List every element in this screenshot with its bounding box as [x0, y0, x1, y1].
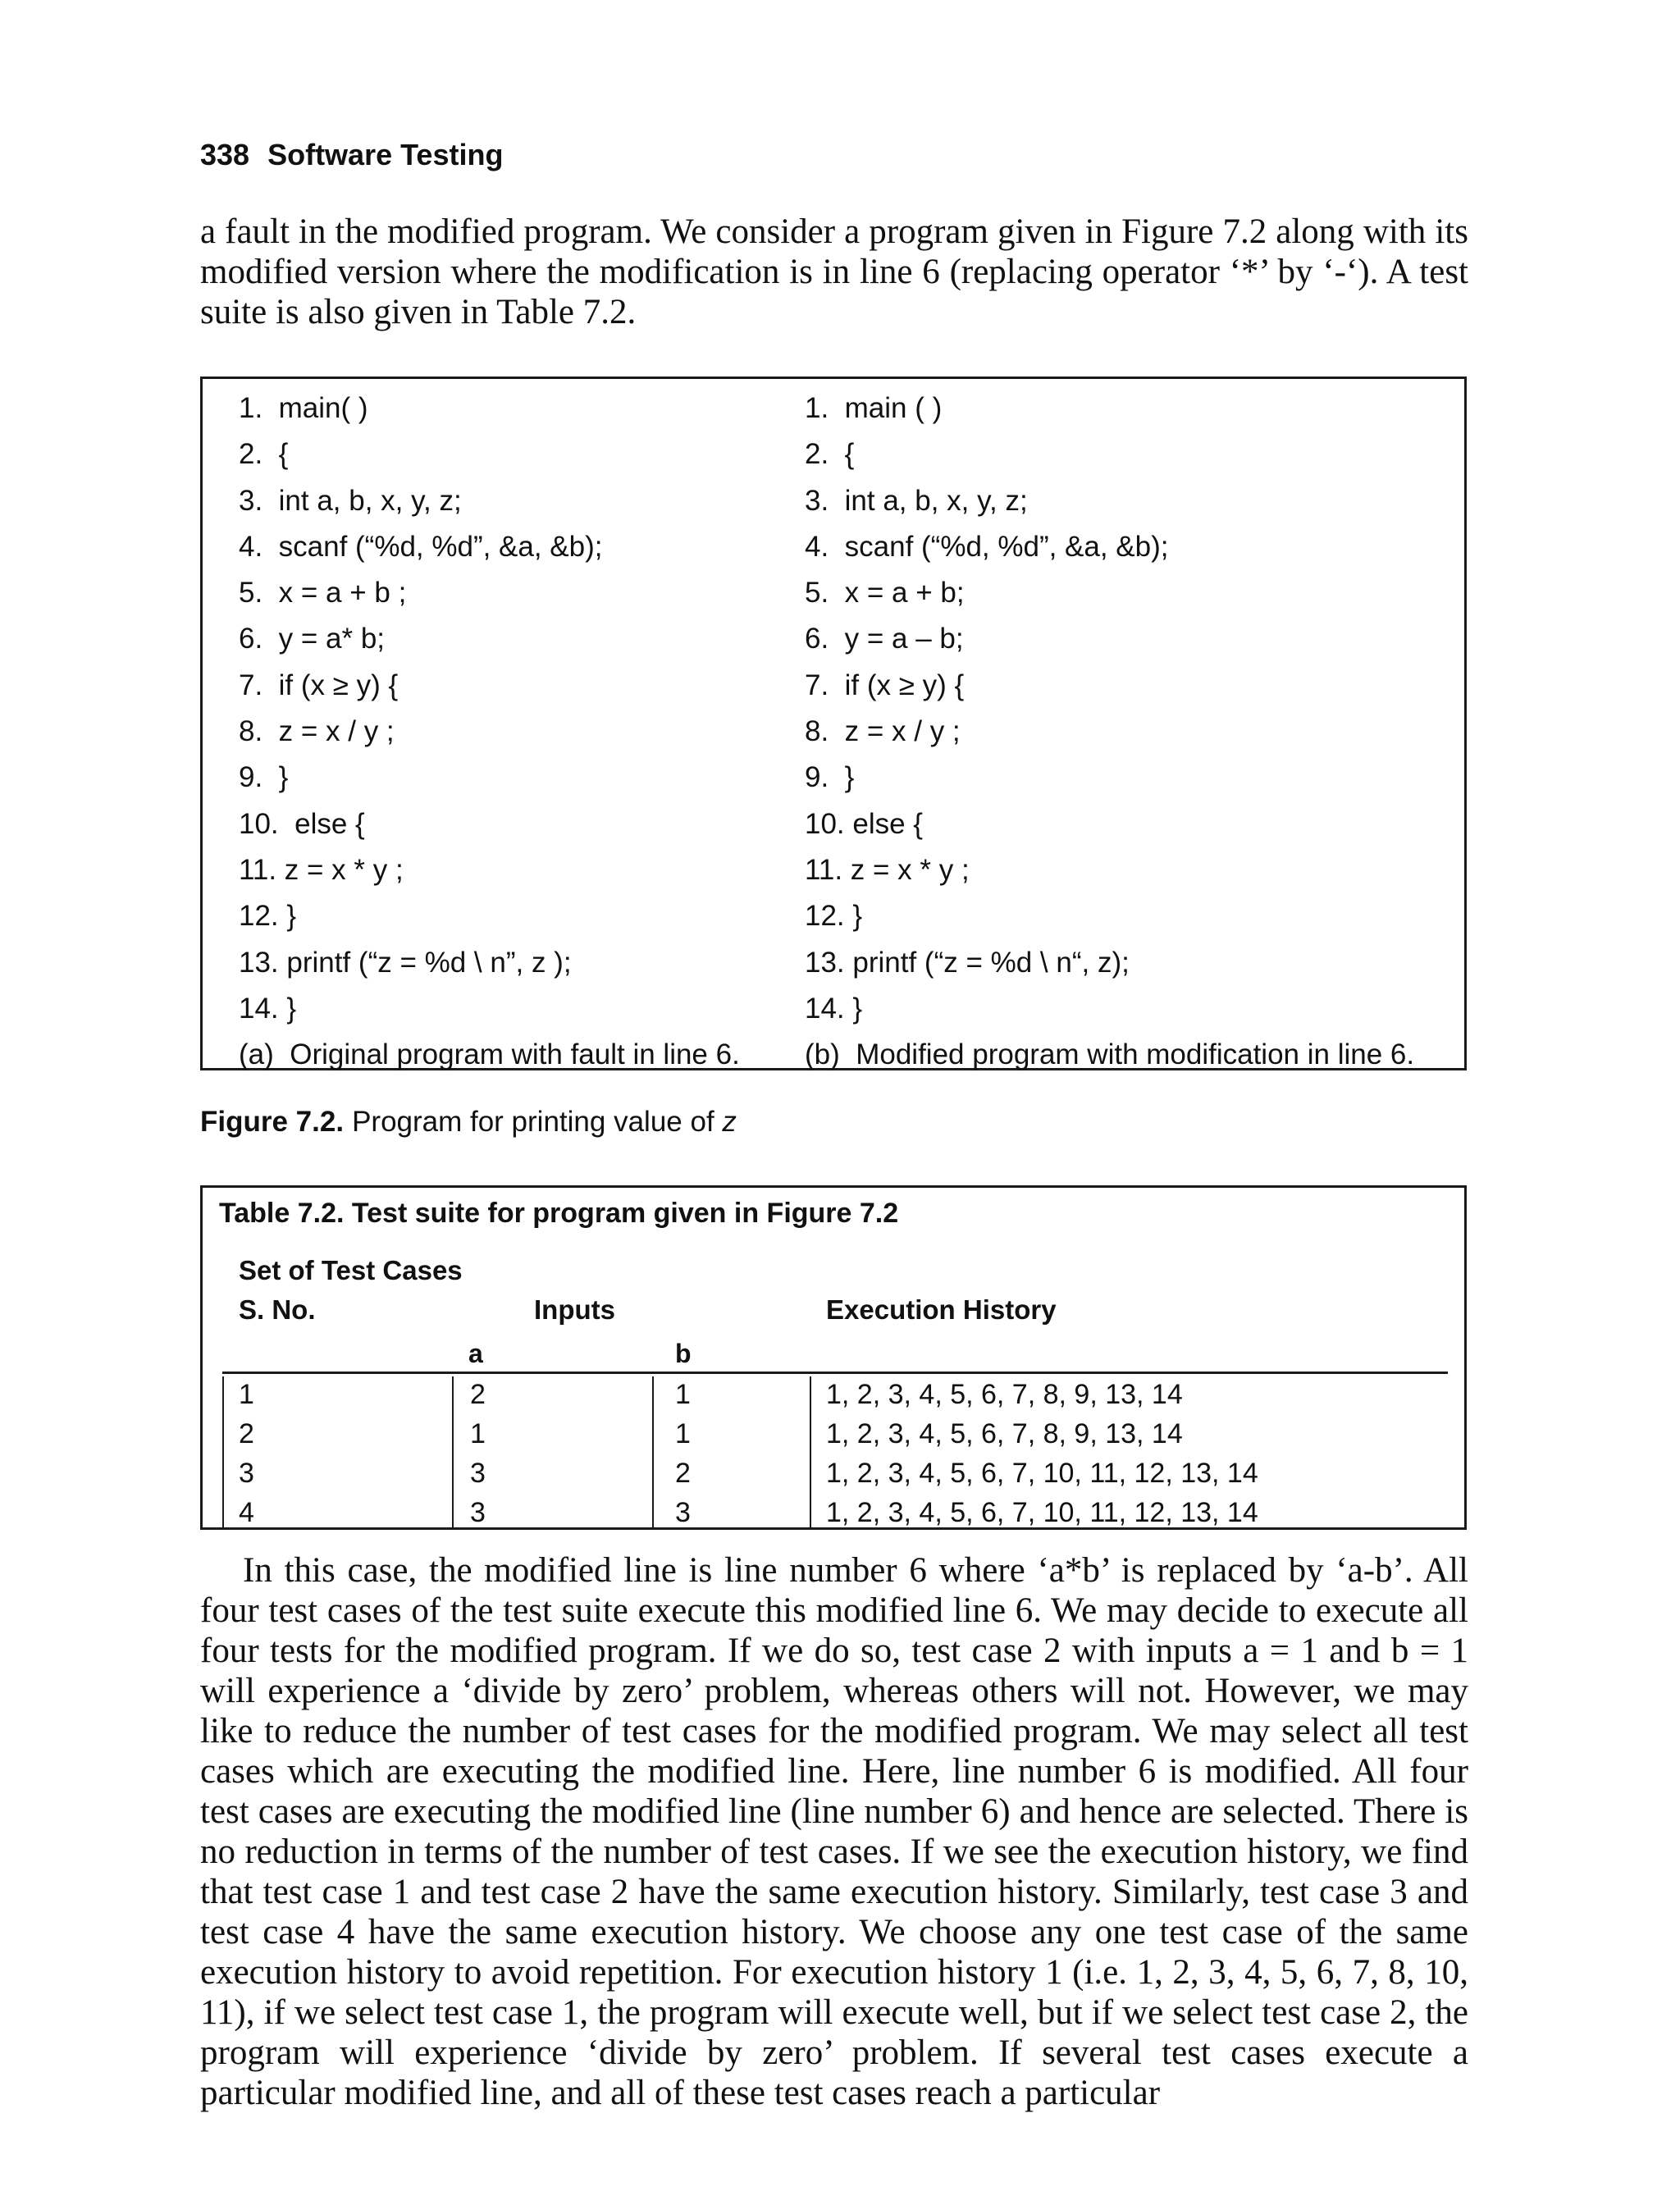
table-row: [203, 1414, 1464, 1454]
code-line: 4. scanf (“%d, %d”, &a, &b);: [805, 530, 1169, 563]
cell-a: 3: [470, 1458, 486, 1489]
modified-program-listing: [805, 386, 1414, 1078]
code-line: 12. }: [239, 900, 297, 933]
figure-caption: [200, 1106, 737, 1139]
code-line: 10. else {: [805, 807, 923, 840]
intro-paragraph: a fault in the modified program. We consider a program given in Figure 7.2 along with its modified version where the modification is in line 6 (replacing operator ‘*’ by ‘-‘). A test suite is also given in Table 7.2.: [200, 212, 1468, 331]
table-7-2-box: [200, 1185, 1467, 1530]
table-row: [203, 1375, 1464, 1414]
cell-sno: 3: [239, 1458, 254, 1489]
code-line: 13. printf (“z = %d \ n”, z );: [239, 946, 572, 979]
cell-a: 3: [470, 1497, 486, 1528]
code-line: 3. int a, b, x, y, z;: [239, 484, 462, 517]
code-line: 11. z = x * y ;: [239, 853, 404, 886]
code-line: 11. z = x * y ;: [805, 853, 970, 886]
code-line: 10. else {: [239, 807, 365, 840]
cell-b: 1: [675, 1418, 691, 1449]
table-title: Table 7.2. Test suite for program given in Figure 7.2: [219, 1198, 899, 1229]
figure-7-2-box: [200, 377, 1467, 1070]
code-line: 8. z = x / y ;: [805, 715, 961, 748]
column-header-b: b: [675, 1339, 692, 1368]
table-row: [203, 1493, 1464, 1532]
code-line: 3. int a, b, x, y, z;: [805, 484, 1028, 517]
cell-b: 2: [675, 1458, 691, 1489]
modified-program-caption: (b) Modified program with modification in line 6.: [805, 1038, 1415, 1071]
cell-history: 1, 2, 3, 4, 5, 6, 7, 8, 9, 13, 14: [826, 1379, 1183, 1410]
code-line: 6. y = a – b;: [805, 623, 964, 655]
table-header-rule: [222, 1372, 1448, 1374]
code-line: 5. x = a + b ;: [239, 577, 407, 609]
figure-caption-label: Figure 7.2.: [200, 1106, 345, 1138]
cell-history: 1, 2, 3, 4, 5, 6, 7, 10, 11, 12, 13, 14: [826, 1458, 1258, 1489]
original-program-listing: [239, 386, 740, 1078]
column-header-a: a: [468, 1339, 483, 1368]
cell-b: 1: [675, 1379, 691, 1410]
cell-a: 1: [470, 1418, 486, 1449]
cell-sno: 2: [239, 1418, 254, 1449]
figure-caption-variable: z: [722, 1106, 737, 1138]
code-line: 14. }: [239, 992, 297, 1025]
code-line: 9. }: [239, 761, 289, 794]
code-line: 1. main ( ): [805, 392, 943, 424]
code-line: 5. x = a + b;: [805, 577, 965, 609]
table-row: [203, 1454, 1464, 1493]
column-header-inputs: Inputs: [534, 1294, 615, 1325]
table-subtitle: Set of Test Cases: [239, 1255, 463, 1285]
cell-history: 1, 2, 3, 4, 5, 6, 7, 10, 11, 12, 13, 14: [826, 1497, 1258, 1528]
cell-history: 1, 2, 3, 4, 5, 6, 7, 8, 9, 13, 14: [826, 1418, 1183, 1449]
code-line: 14. }: [805, 992, 863, 1025]
cell-b: 3: [675, 1497, 691, 1528]
code-line: 8. z = x / y ;: [239, 715, 395, 748]
page-number: 338: [200, 138, 250, 171]
code-line: 4. scanf (“%d, %d”, &a, &b);: [239, 530, 603, 563]
cell-sno: 4: [239, 1497, 254, 1528]
figure-caption-text: Program for printing value of: [352, 1106, 714, 1138]
code-line: 7. if (x ≥ y) {: [805, 669, 965, 701]
code-line: 9. }: [805, 761, 855, 794]
column-header-execution-history: Execution History: [826, 1294, 1057, 1325]
code-line: 6. y = a* b;: [239, 623, 386, 655]
original-program-caption: (a) Original program with fault in line 6.: [239, 1038, 740, 1071]
code-line: 2. {: [239, 438, 289, 471]
body-paragraph: In this case, the modified line is line number 6 where ‘a*b’ is replaced by ‘a-b’. All four test cases of the test suite execute this modified line 6. We may decide to execute all four tests for the modified program. If we do so, test case 2 with inputs a = 1 and b = 1 will experience a ‘divide by zero’ problem, whereas others will not. However, we may like to reduce the number of test cases for the modified program. We may select all test cases which are executing the modified line. Here, line number 6 is modified. All four test cases are executing the modified line (line number 6) and hence are selected. There is no reduction in terms of the number of test cases. If we see the execution history, we find that test case 1 and test case 2 have the same execution history. Similarly, test case 3 and test case 4 have the same execution history. We choose any one test case of the same execution history to avoid repetition. For execution history 1 (i.e. 1, 2, 3, 4, 5, 6, 7, 8, 10, 11), if we select test case 1, the program will execute well, but if we select test case 2, the program will experience ‘divide by zero’ problem. If several test cases execute a particular modified line, and all of these test cases reach a particular: [200, 1551, 1468, 2112]
cell-a: 2: [470, 1379, 486, 1410]
table-body: [203, 1375, 1464, 1532]
code-line: 1. main( ): [239, 392, 368, 424]
cell-sno: 1: [239, 1379, 254, 1410]
code-line: 13. printf (“z = %d \ n“, z);: [805, 946, 1130, 979]
code-line: 12. }: [805, 900, 863, 933]
code-line: 7. if (x ≥ y) {: [239, 669, 399, 701]
column-header-sno: S. No.: [239, 1294, 316, 1325]
book-title: Software Testing: [267, 138, 504, 171]
code-line: 2. {: [805, 438, 855, 471]
page-header: [200, 138, 503, 172]
